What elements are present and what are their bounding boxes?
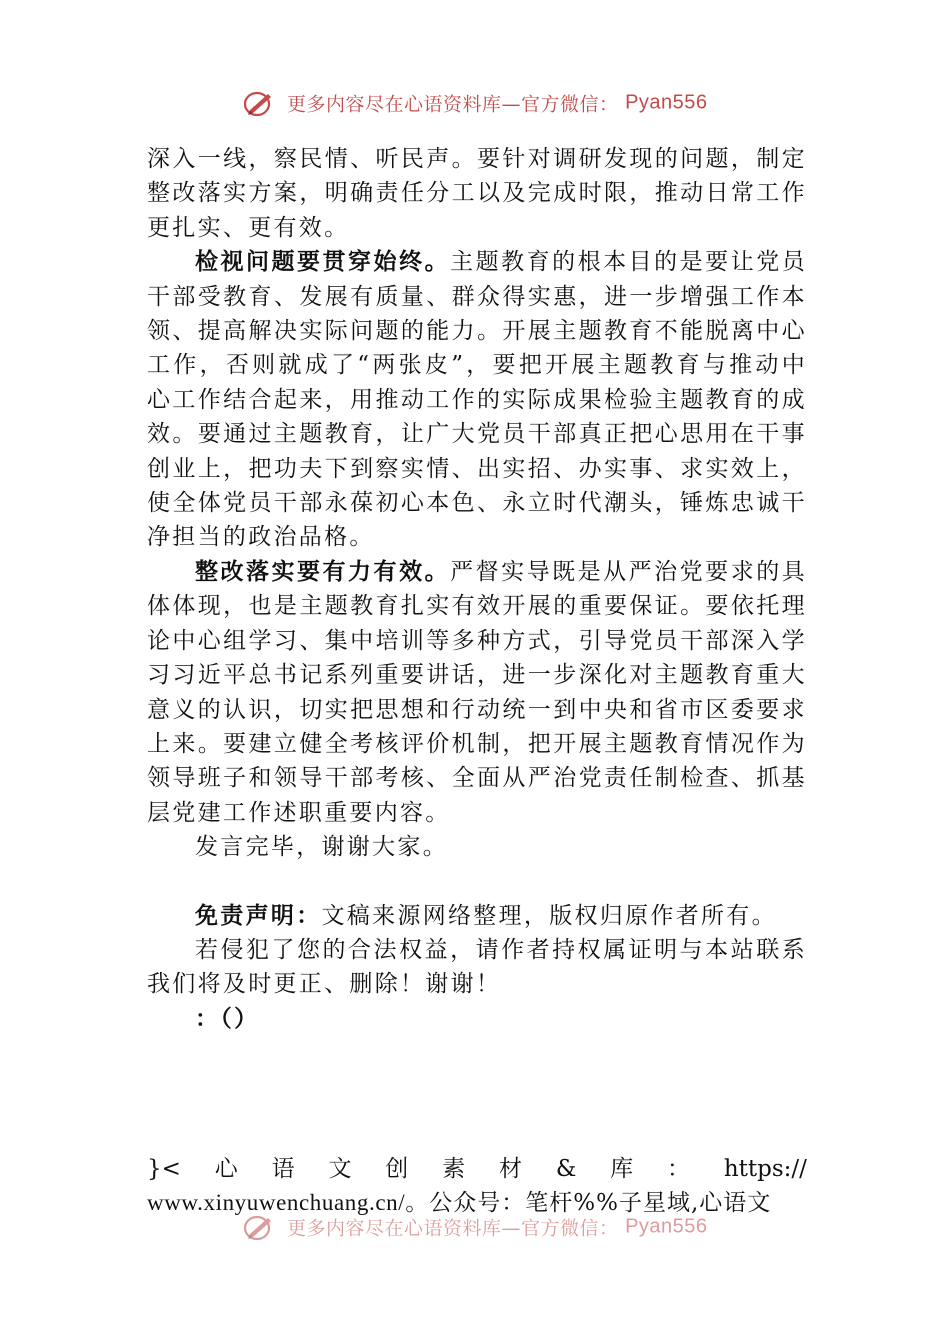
paragraph-3-text: 严督实导既是从严治党要求的具体体现，也是主题教育扎实有效开展的重要保证。要依托理论中心组学习、集中培训等多种方式，引导党员干部深入学习习近平总书记系列重要讲话，进一步深化对主题教育重大意义的认识，切实把思想和行动统一到中央和省市区委要求上来。要建立健全考核评价机制，把开展主题教育情况作为领导班子和领导干部考核、全面从严治党责任制检查、抓基层党建工作述职重要内容。 [147,558,808,826]
watermark-text: 更多内容尽在心语资料库—官方微信： [287,1217,619,1240]
disclaimer-line-2 [147,933,807,1002]
header-watermark [0,88,950,118]
paragraph-1-text: 深入一线，察民情、听民声。要针对调研发现的问题，制定整改落实方案，明确责任分工以及完成时限，推动日常工作更扎实、更有效。 [147,146,807,241]
footer-part: 语 [271,1156,295,1182]
footer-part: 心 [214,1156,238,1182]
paragraph-2-heading: 检视问题要贯穿始终。 [195,248,451,276]
footer-part: 文 [328,1156,352,1182]
paragraph-2 [147,245,807,555]
disclaimer-line-1 [147,899,807,933]
spacer [147,865,807,899]
footer-part: 创 [385,1156,409,1182]
footer-url: www.xinyuwenchuang.cn/ [147,1190,406,1215]
document-body [147,142,807,1036]
disclaimer-text-3: ：（） [195,1004,260,1032]
disclaimer-text-1: 文稿来源网络整理，版权归原作者所有。 [321,902,777,929]
paragraph-3-heading: 整改落实要有力有效。 [195,557,451,585]
footer-part: }< [147,1156,181,1182]
disclaimer-label: 免责声明： [195,901,322,929]
footer-part: 材 [498,1156,522,1182]
paragraph-1 [147,142,807,245]
footer-part: 素 [442,1156,466,1182]
paragraph-4 [147,830,807,864]
watermark-wechat-id: Pyan556 [625,91,708,114]
watermark-wechat-id: Pyan556 [625,1215,708,1238]
footer-part: & [555,1156,577,1182]
disclaimer-text-2: 若侵犯了您的合法权益，请作者持权属证明与本站联系我们将及时更正、删除！谢谢！ [147,936,807,998]
pen-logo-icon [242,1212,276,1242]
paragraph-3 [147,555,807,830]
footer-part: 库 [610,1156,634,1182]
footer-url-start: https:// [723,1156,807,1182]
footer-part: ： [666,1156,690,1182]
footer-line-1 [147,1152,807,1186]
pen-logo-icon [242,88,276,118]
paragraph-4-text: 发言完毕，谢谢大家。 [195,834,448,861]
footer-watermark [0,1212,950,1242]
disclaimer-line-3 [147,1002,807,1036]
paragraph-2-text: 主题教育的根本目的是要让党员干部受教育、发展有质量、群众得实惠，进一步增强工作本领、提高解决实际问题的能力。开展主题教育不能脱离中心工作，否则就成了“两张皮”，要把开展主题教育与推动中心工作结合起来，用推动工作的实际成果检验主题教育的成效。要通过主题教育，让广大党员干部真正把心思用在干事创业上，把功夫下到察实情、出实招、办实事、求实效上，使全体党员干部永葆初心本色、永立时代潮头，锤炼忠诚干净担当的政治品格。 [147,249,808,551]
footer-wechat-text: 。公众号：笔杆%%子星域,心语文 [405,1190,772,1216]
watermark-text: 更多内容尽在心语资料库—官方微信： [287,93,619,116]
